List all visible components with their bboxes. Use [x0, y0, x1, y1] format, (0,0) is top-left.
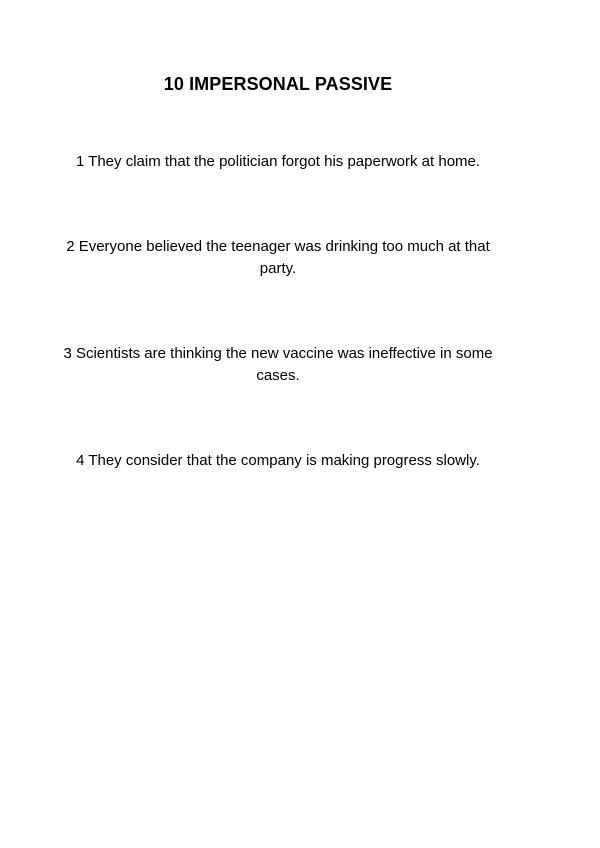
page-title: 10 IMPERSONAL PASSIVE [163, 74, 393, 94]
exercise-item-2-text-line-2: party. [259, 260, 297, 277]
exercise-item-2 [40, 236, 516, 280]
exercise-item-4-text: 4 They consider that the company is making progress slowly. [76, 452, 480, 469]
exercise-item-4 [40, 450, 516, 472]
exercise-item-3-text-line-1: 3 Scientists are thinking the new vaccine was ineffective in some [63, 345, 493, 362]
exercise-item-2-text-line-1: 2 Everyone believed the teenager was drinking too much at that [66, 238, 490, 255]
exercise-item-3 [40, 343, 516, 387]
exercise-item-3-text-line-2: cases. [256, 367, 300, 384]
exercise-item-1 [40, 151, 516, 173]
exercise-item-1-text: 1 They claim that the politician forgot his paperwork at home. [75, 153, 481, 170]
